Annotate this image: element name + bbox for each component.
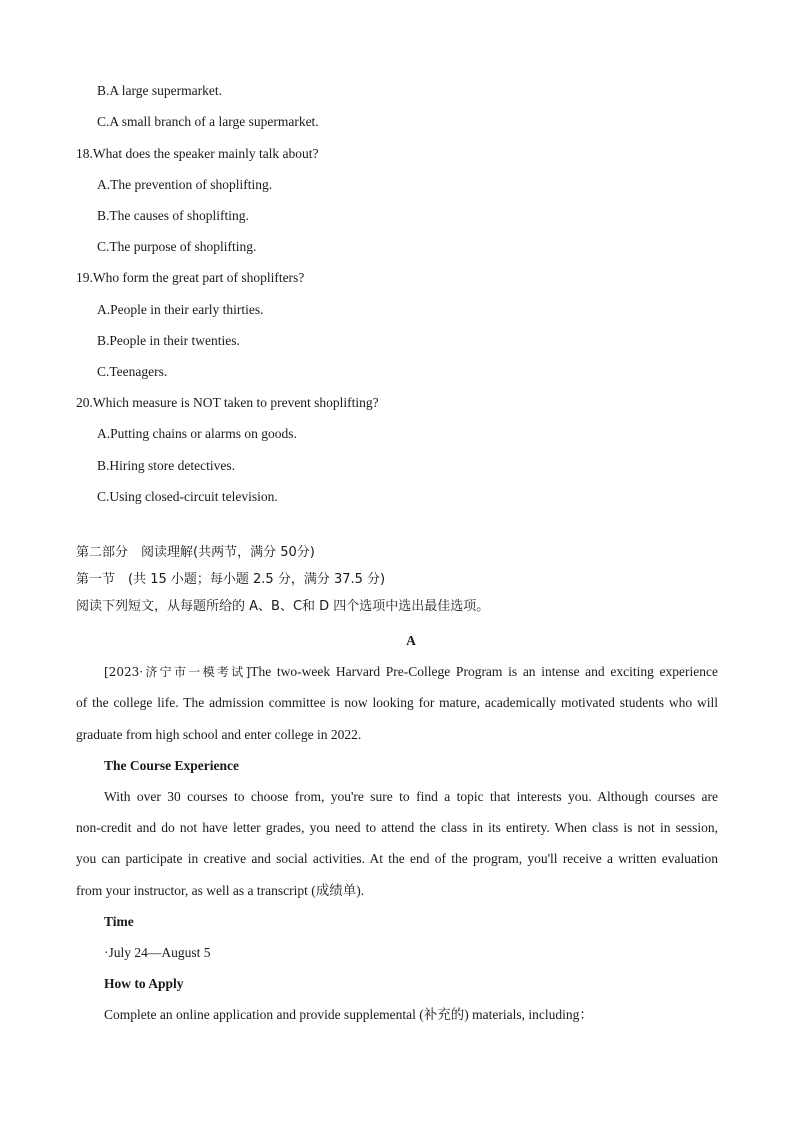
apply-heading: How to Apply [104,976,184,991]
intro-line-2: of the college life. The admission committee is now looking for mature, academically motivated students who will [76,695,718,710]
q19-option-b: B.People in their twenties. [97,333,240,348]
course-line-4: from your instructor, as well as a transcript (成绩单). [76,883,365,898]
apply-line: Complete an online application and provide supplemental (补充的) materials, including： [104,1007,593,1022]
source-tag: [2023·济宁市一模考试] [104,665,251,679]
q19-option-c: C.Teenagers. [97,364,168,379]
q18-stem: 18.What does the speaker mainly talk about? [76,146,319,161]
course-line-1: With over 30 courses to choose from, you're sure to find a topic that interests you. Although courses are [104,789,718,804]
section-title: 第一节 (共 15 小题；每小题 2.5 分，满分 37.5 分) [76,572,386,587]
q18-option-a: A.The prevention of shoplifting. [97,177,273,192]
q20-option-c: C.Using closed-circuit television. [97,489,278,504]
course-line-3: you can participate in creative and social activities. At the end of the program, you'll receive a written evaluation [76,851,718,866]
time-heading: Time [104,914,134,929]
q19-stem: 19.Who form the great part of shoplifters? [76,270,305,285]
intro-line-3: graduate from high school and enter college in 2022. [76,727,362,742]
q20-stem: 20.Which measure is NOT taken to prevent shoplifting? [76,395,379,410]
instructions: 阅读下列短文，从每题所给的 A、B、C和 D 四个选项中选出最佳选项。 [76,599,490,614]
q18-option-c: C.The purpose of shoplifting. [97,239,257,254]
q20-option-a: A.Putting chains or alarms on goods. [97,426,297,441]
q17-option-c: C.A small branch of a large supermarket. [97,114,319,129]
intro-line-1 [104,663,718,681]
intro-text-1: The two-week Harvard Pre-College Program is an intense and exciting experience [250,664,718,679]
part-title: 第二部分 阅读理解(共两节，满分 50分) [76,545,315,560]
q20-option-b: B.Hiring store detectives. [97,458,235,473]
q18-option-b: B.The causes of shoplifting. [97,208,249,223]
q19-option-a: A.People in their early thirties. [97,302,264,317]
course-line-2: non-credit and do not have letter grades, you need to attend the class in its entirety. When class is not in session, [76,820,718,835]
q17-option-b: B.A large supermarket. [97,83,222,98]
passage-label: A [406,633,416,648]
time-value: ·July 24—August 5 [104,945,211,960]
course-heading: The Course Experience [104,758,239,773]
